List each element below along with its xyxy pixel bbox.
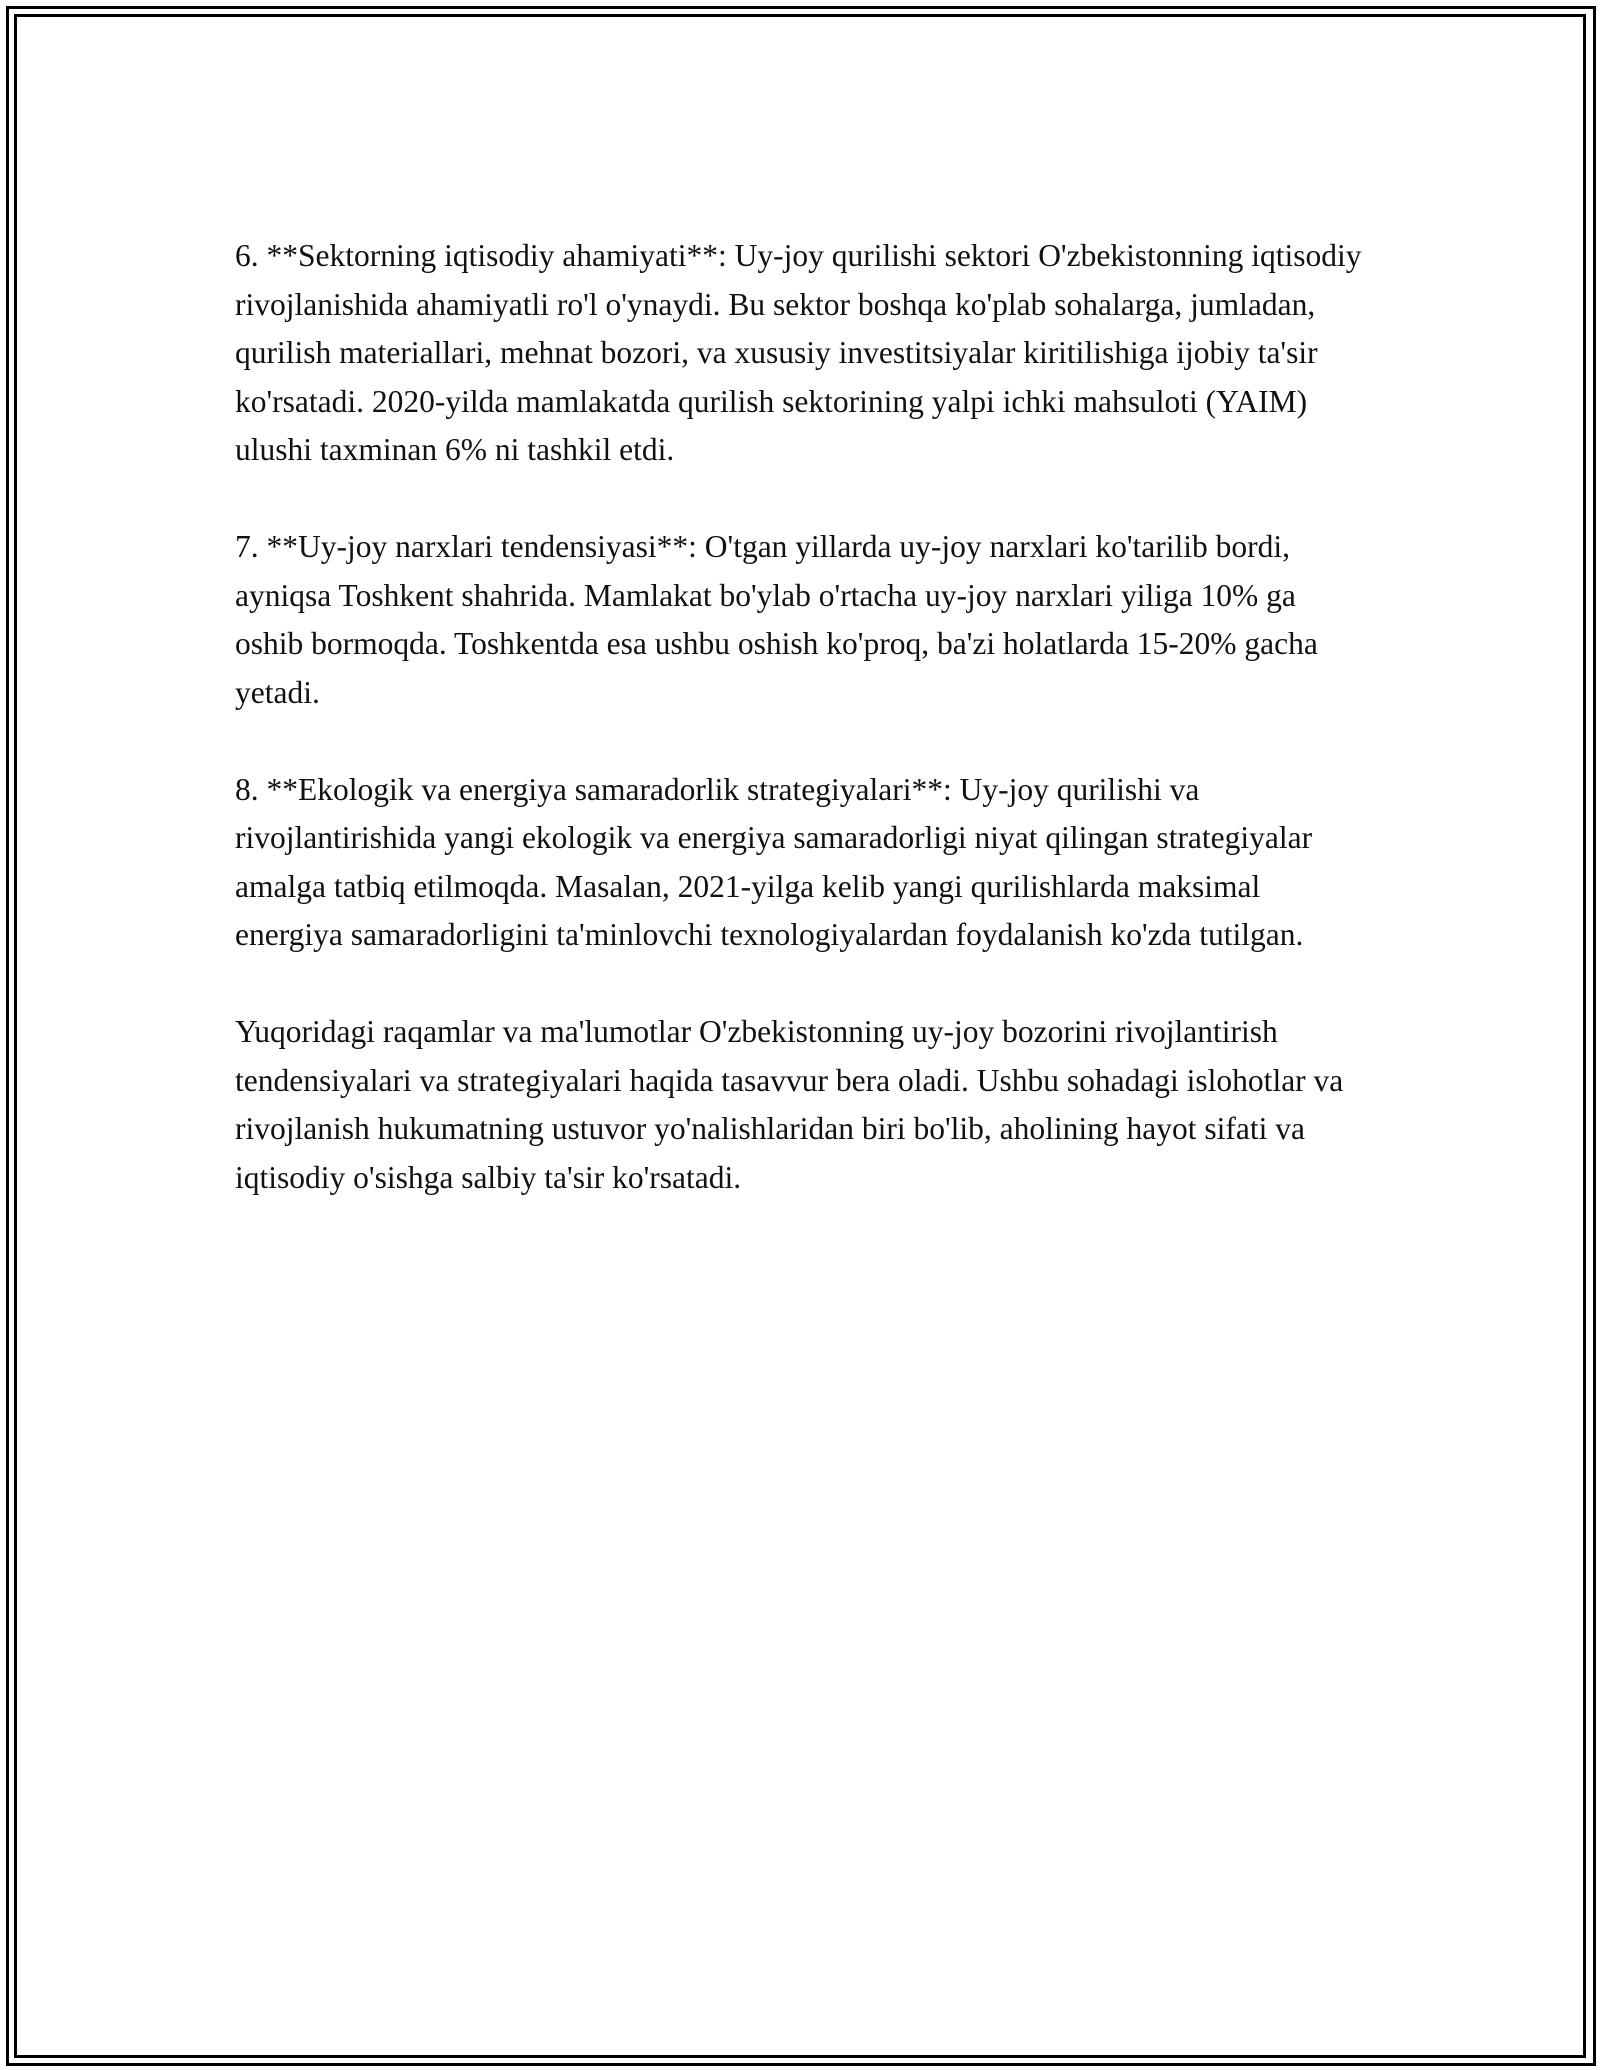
paragraph-sector-economic-importance: 6. **Sektorning iqtisodiy ahamiyati**: Uy-joy qurilishi sektori O'zbekistonning iqtisodiy rivojlanishida ahamiyatli ro'l o'ynaydi. Bu sektor boshqa ko'plab sohalarga, jumladan, qurilish materiallari, mehnat bozori, va xususiy investitsiyalar kiritilishiga ijobiy ta'sir ko'rsatadi. 2020-yilda mamlakatda qurilish sektorining yalpi ichki mahsuloti (YAIM) ulushi taxminan 6% ni tashkil etdi. — [235, 238, 1362, 467]
document-body — [235, 232, 1370, 1202]
paragraph-conclusion: Yuqoridagi raqamlar va ma'lumotlar O'zbekistonning uy-joy bozorini rivojlantirish tendensiyalari va strategiyalari haqida tasavvur bera oladi. Ushbu sohadagi islohotlar va rivojlanish hukumatning ustuvor yo'nalishlaridan biri bo'lib, aholining hayot sifati va iqtisodiy o'sishga salbiy ta'sir ko'rsatadi. — [235, 1014, 1344, 1195]
paragraph-ecological-energy-strategies: 8. **Ekologik va energiya samaradorlik strategiyalari**: Uy-joy qurilishi va rivojlantirishida yangi ekologik va energiya samaradorligi niyat qilingan strategiyalar amalga tatbiq etilmoqda. Masalan, 2021-yilga kelib yangi qurilishlarda maksimal energiya samaradorligini ta'minlovchi texnologiyalardan foydalanish ko'zda tutilgan. — [235, 771, 1313, 952]
paragraph-housing-price-trend: 7. **Uy-joy narxlari tendensiyasi**: O'tgan yillarda uy-joy narxlari ko'tarilib bordi, ayniqsa Toshkent shahrida. Mamlakat bo'ylab o'rtacha uy-joy narxlari yiliga 10% ga oshib bormoqda. Toshkentda esa ushbu oshish ko'proq, ba'zi holatlarda 15-20% gacha yetadi. — [235, 529, 1318, 710]
